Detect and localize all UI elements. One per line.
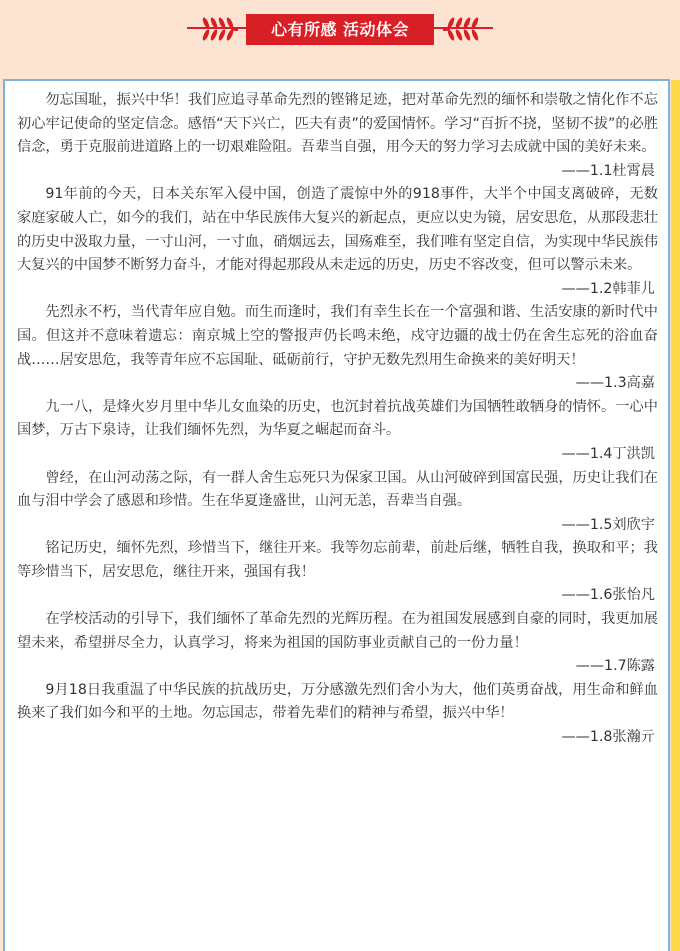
reflection-text: 九一八，是烽火岁月里中华儿女血染的历史，也沉封着抗战英雄们为国牺牲敢牺身的情怀。一心中国梦，万古下泉诗，让我们缅怀先烈，为华夏之崛起而奋斗。 bbox=[17, 398, 658, 439]
content-frame bbox=[3, 79, 670, 951]
reflection-signature: ——1.5刘欣宇 bbox=[561, 516, 655, 533]
reflection-text: 曾经，在山河动荡之际，有一群人舍生忘死只为保家卫国。从山河破碎到国富民强，历史让我们在血与泪中学会了感恩和珍惜。生在华夏逢盛世，山河无恙，吾辈当自强。 bbox=[17, 469, 658, 510]
reflections-list bbox=[5, 81, 668, 750]
reflection-signature: ——1.2韩菲儿 bbox=[561, 280, 655, 297]
reflection-text: 先烈永不朽，当代青年应自勉。而生而逢时，我们有幸生长在一个富强和谐、生活安康的新时代中国。但这并不意味着遗忘：南京城上空的警报声仍长鸣未绝，戍守边疆的战士仍在舍生忘死的浴血奋战……居安思危，我等青年应不忘国耻、砥砺前行，守护无数先烈用生命换来的美好明天！ bbox=[17, 304, 658, 368]
reflection-text: 铭记历史，缅怀先烈，珍惜当下，继往开来。我等勿忘前辈，前赴后继，牺牲自我，换取和平；我等珍惜当下，居安思危，继往开来，强国有我！ bbox=[17, 540, 658, 580]
reflection-signature: ——1.3高嘉 bbox=[575, 375, 655, 392]
reflection-signature: ——1.7陈露 bbox=[575, 658, 655, 675]
reflection-text: 勿忘国耻，振兴中华！我们应追寻革命先烈的铿锵足迹，把对革命先烈的缅怀和崇敬之情化作不忘初心牢记使命的坚定信念。感悟“天下兴亡，匹夫有责”的爱国情怀。学习“百折不挠，坚韧不拔”的必胜信念，勇于克服前进道路上的一切艰难险阻。吾辈当自强，用今天的努力学习去成就中国的美好未来。 bbox=[17, 92, 658, 156]
reflection-text: 9月18日我重温了中华民族的抗战历史，万分感激先烈们舍小为大，他们英勇奋战，用生命和鲜血换来了我们如今和平的土地。勿忘国志，带着先辈们的精神与希望，振兴中华！ bbox=[17, 681, 658, 722]
reflection-text: 91年前的今天，日本关东军入侵中国，创造了震惊中外的918事件，大半个中国支离破碎，无数家庭家破人亡，如今的我们，站在中华民族伟大复兴的新起点，更应以史为镜，居安思危，从那段悲壮的历史中汲取力量，一寸山河，一寸血，硝烟远去，国殇难至，我们唯有坚定自信，为实现中华民族伟大复兴的中国梦不断努力奋斗，才能对得起那段从未走远的历史，历史不容改变，但可以警示未来。 bbox=[17, 186, 658, 274]
header bbox=[0, 0, 680, 80]
reflection-signature: ——1.6张怡凡 bbox=[561, 587, 655, 604]
header-title: 心有所感 活动体会 bbox=[246, 14, 434, 45]
wheat-ornament-icon bbox=[443, 14, 483, 44]
reflection-signature: ——1.8张瀚亓 bbox=[561, 729, 655, 746]
reflection-signature: ——1.1杜霄晨 bbox=[561, 162, 655, 179]
reflection-signature: ——1.4丁洪凯 bbox=[561, 445, 655, 462]
side-accent-bar bbox=[671, 80, 680, 951]
wheat-ornament-icon bbox=[198, 14, 238, 44]
reflection-text: 在学校活动的引导下，我们缅怀了革命先烈的光辉历程。在为祖国发展感到自豪的同时，我更加展望未来，希望拼尽全力，认真学习，将来为祖国的国防事业贡献自己的一份力量！ bbox=[17, 611, 658, 651]
